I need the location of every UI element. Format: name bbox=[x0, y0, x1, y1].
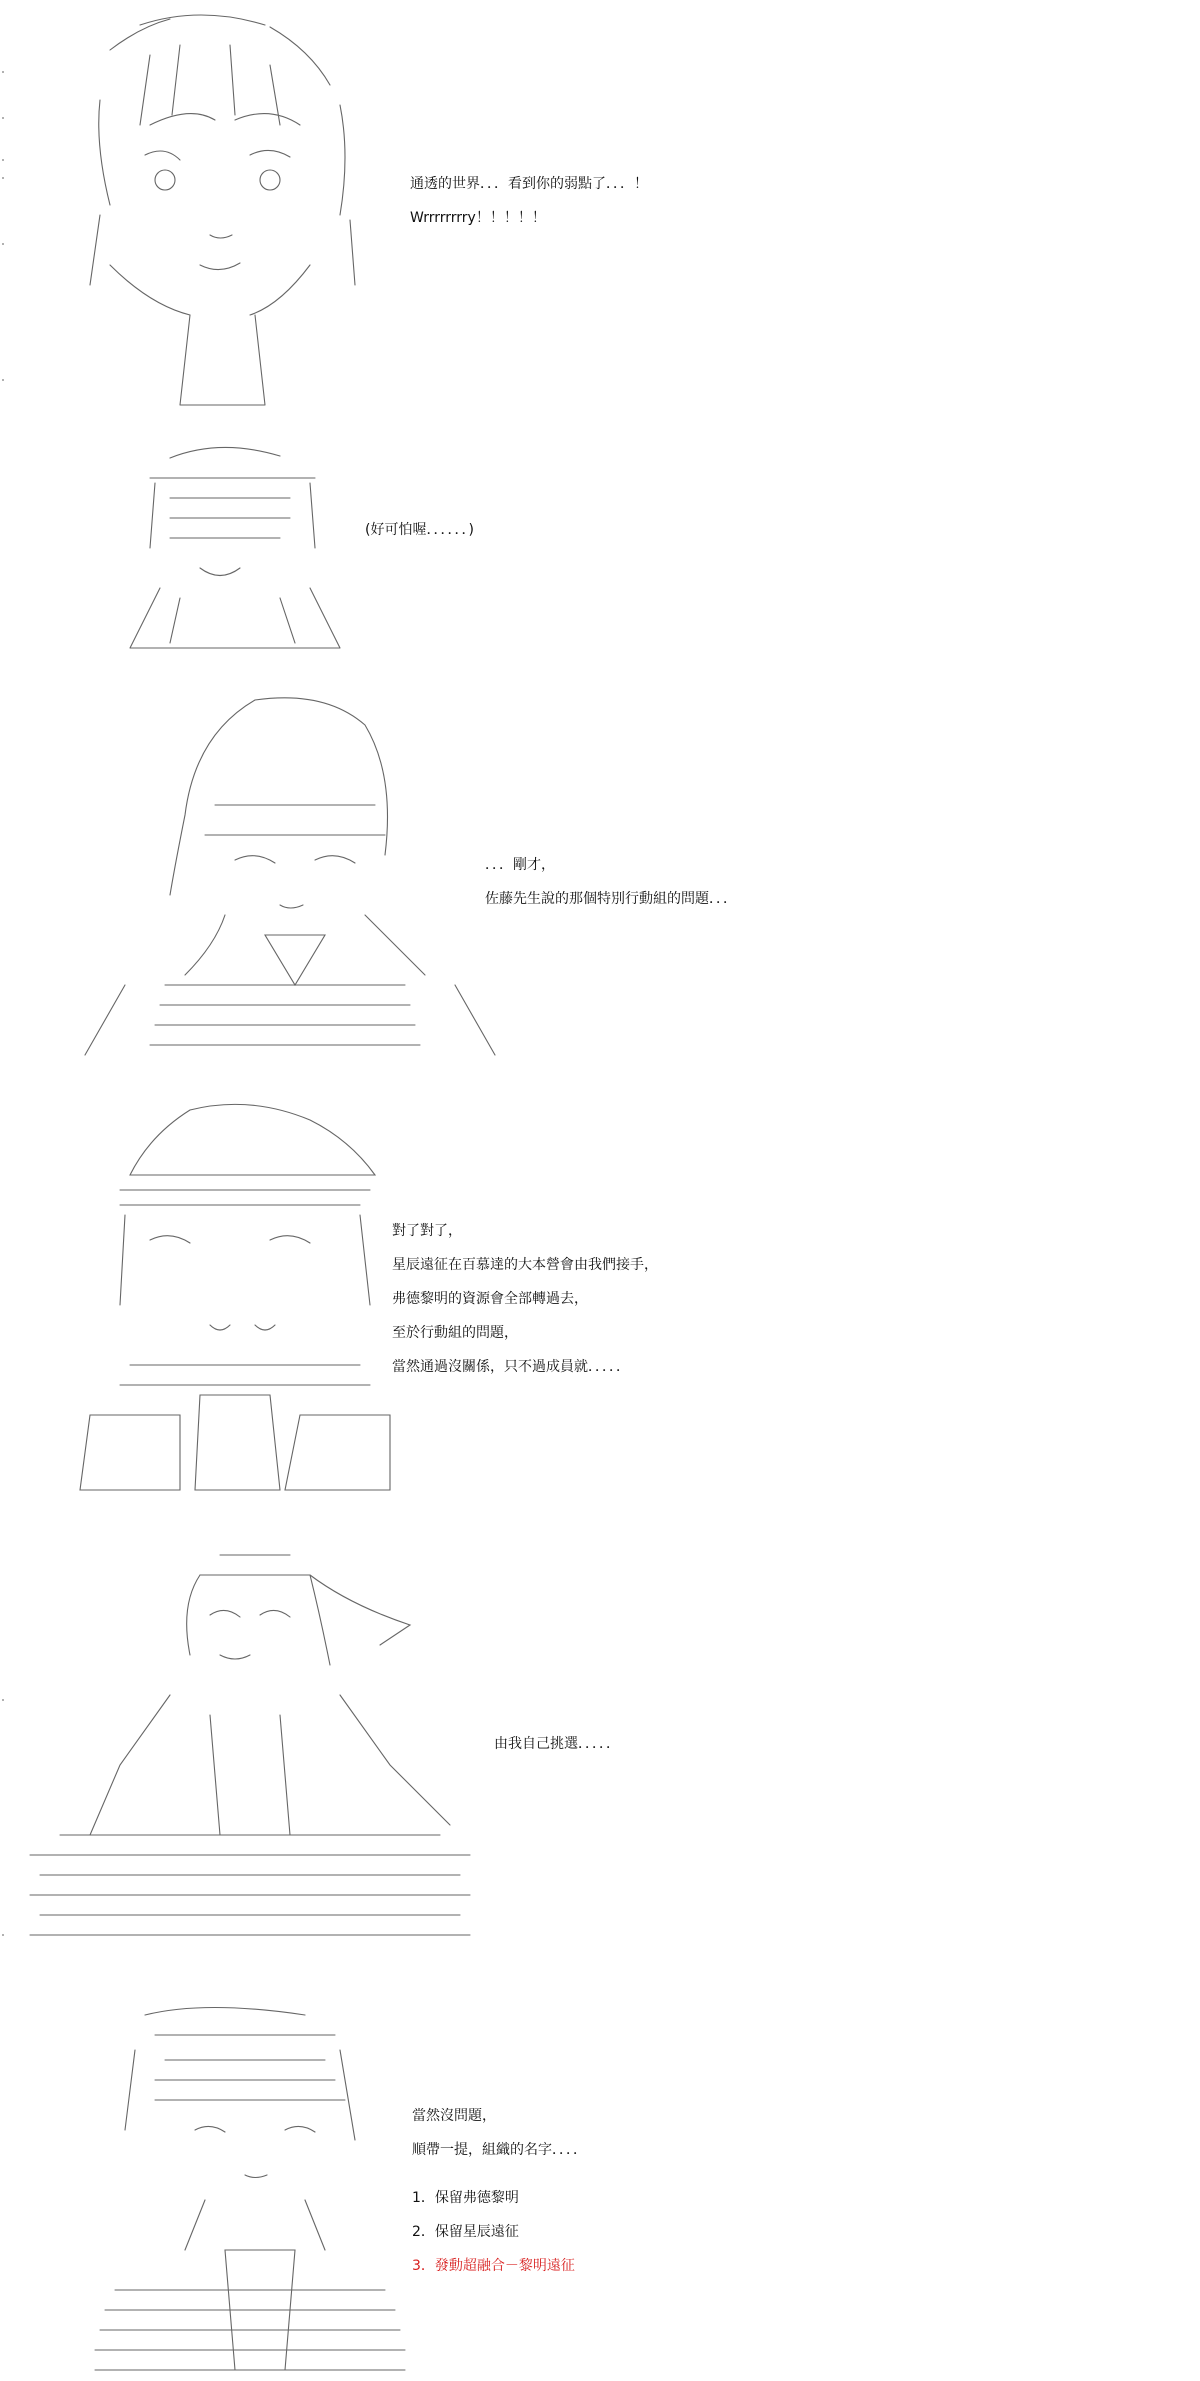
dialogue-line: 星辰遠征在百慕達的大本營會由我們接手， bbox=[392, 1257, 658, 1273]
panel-2 bbox=[0, 430, 1200, 660]
ascii-art-long-hair-girl bbox=[65, 685, 515, 1060]
panel-3 bbox=[0, 680, 1200, 1060]
spacer bbox=[412, 2167, 587, 2181]
dialogue-line: 至於行動組的問題， bbox=[392, 1325, 518, 1341]
panel-2-text bbox=[365, 513, 474, 547]
panel-1 bbox=[0, 0, 1200, 420]
panel-1-text bbox=[410, 167, 648, 235]
dialogue-line: 由我自己挑選．．．．． bbox=[494, 1736, 620, 1752]
panel-5-text bbox=[494, 1727, 620, 1761]
choice-option-3-highlighted: 3．發動超融合－黎明遠征 bbox=[412, 2258, 575, 2274]
dialogue-line: (好可怕喔．．．．．．) bbox=[365, 522, 474, 538]
panel-3-text bbox=[485, 848, 737, 916]
dialogue-line: 對了對了， bbox=[392, 1223, 462, 1239]
dialogue-line: 佐藤先生說的那個特別行動組的問題．．． bbox=[485, 891, 737, 907]
dialogue-line: 弗德黎明的資源會全部轉過去， bbox=[392, 1291, 588, 1307]
ascii-art-cloak-figure bbox=[20, 1535, 480, 1975]
panel-4 bbox=[0, 1090, 1200, 1500]
ascii-art-small-figure bbox=[110, 438, 360, 658]
choice-option-2: 2．保留星辰遠征 bbox=[412, 2224, 519, 2240]
dialogue-line: ．．．剛才， bbox=[485, 857, 555, 873]
panel-4-text bbox=[392, 1214, 658, 1384]
choice-option-1: 1．保留弗德黎明 bbox=[412, 2190, 519, 2206]
dialogue-line: Wrrrrrrrry！！！！！ bbox=[410, 210, 546, 226]
panel-5 bbox=[0, 1525, 1200, 1975]
dialogue-line: 當然通過沒關係，只不過成員就．．．．． bbox=[392, 1359, 630, 1375]
ascii-art-shocked-girl bbox=[40, 5, 380, 415]
dialogue-line: 順帶一提，組織的名字．．．． bbox=[412, 2142, 587, 2158]
ascii-art-cap-girl bbox=[70, 1095, 400, 1495]
panel-6-text bbox=[412, 2099, 587, 2283]
dialogue-line: 當然沒問題， bbox=[412, 2108, 496, 2124]
ascii-art-ponytail-girl bbox=[85, 2000, 425, 2378]
panel-6 bbox=[0, 1995, 1200, 2381]
dialogue-line: 通透的世界．．．看到你的弱點了．．．！ bbox=[410, 176, 648, 192]
